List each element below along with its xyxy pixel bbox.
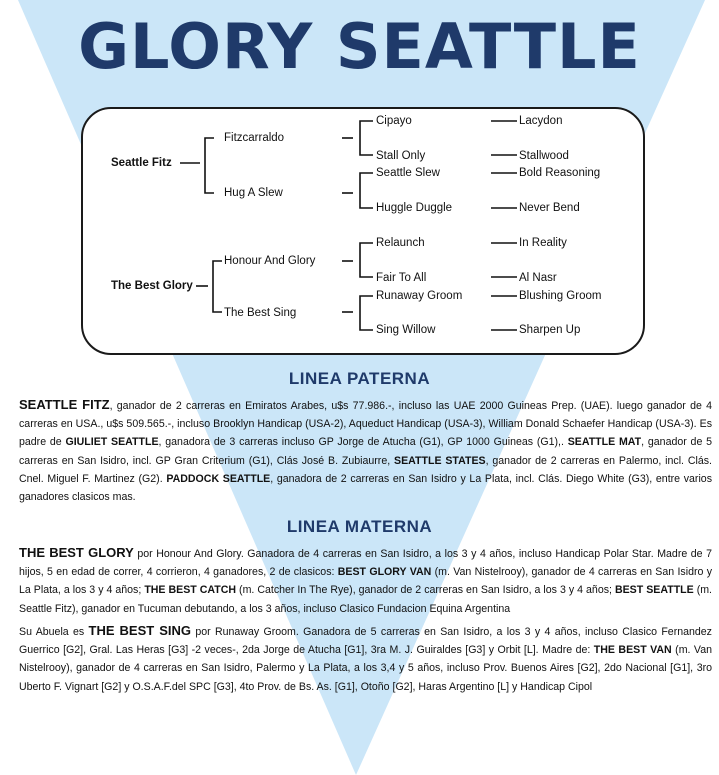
gen4-name: Never Bend	[519, 202, 580, 214]
gen3-name: Fair To All	[376, 272, 427, 284]
paragraph-text: , ganador de 2 carreras en Emiratos Arabes, u$s 77.986.-, incluso las UAE 2000 Guineas Prep. (UAE). luego ganador de 4 carreras en USA., u$s 509.565.-, incluso Brooklyn Handicap (USA-2), Aqueduct Handicap (USA-3), William Donald Schaefer Handicap (USA-3). Es padre de	[19, 400, 712, 449]
horse-name: SEATTLE MAT	[567, 436, 642, 449]
sire-name: Seattle Fitz	[111, 157, 172, 169]
linea-paterna-heading: LINEA PATERNA	[288, 369, 431, 388]
gen3-name: Stall Only	[376, 150, 426, 162]
paragraph-text: (m. Catcher In The Rye), ganador de 2 carreras en San Isidro, a los 3 y 4 años;	[236, 584, 615, 597]
gen3-name: Runaway Groom	[376, 290, 463, 302]
gen2-name: Honour And Glory	[224, 255, 316, 267]
gen4-name: Bold Reasoning	[519, 167, 601, 179]
gen3-name: Relaunch	[376, 237, 425, 249]
horse-name: GIULIET SEATTLE	[65, 436, 159, 449]
paragraph-text: , ganadora de 3 carreras incluso GP Jorge de Atucha (G1), GP 1000 Guineas (G1),.	[158, 436, 568, 449]
gen3-name: Sing Willow	[376, 324, 436, 336]
horse-name: PADDOCK SEATTLE	[166, 472, 271, 485]
horse-name: THE BEST GLORY	[19, 545, 134, 560]
gen4-name: Lacydon	[519, 115, 563, 127]
gen2-name: Fitzcarraldo	[224, 132, 285, 144]
materna-paragraph	[19, 544, 712, 618]
paragraph-text: (m. Van Nistelrooy), ganador de 4 carreras en San Isidro y La Plata, a los 3 y 4 años;	[19, 566, 712, 597]
gen4-name: In Reality	[519, 237, 567, 249]
paragraph-text: (m. Van Nistelrooy), ganador de 4 carreras en San Isidro, Palermo y La Plata, a los 3,4 y 5 años, incluso Prov. Buenos Aires [G2], 2do Nacional [G1], 3ro Uberto F. Vignart [G2] y O.S.A.F.del SPC [G3], 4to Prov. de Bs. As. [G1], Otoño [G2], Haras Argentino [L] y Handicap Cipol	[19, 644, 712, 693]
paragraph-text: por Runaway Groom. Ganadora de 5 carreras en San Isidro, a los 3 y 4 años, incluso Clasico Fernandez Guerrico [G2], Gral. Las Heras [G3] -2 veces-, 2da Jorge de Atucha [G1], 3ra M. J. Guiraldes [G3] y Orbit [L]. Madre de:	[19, 626, 712, 657]
gen4-name: Stallwood	[519, 150, 569, 162]
horse-name: BEST GLORY VAN	[337, 566, 432, 579]
paragraph-text: , ganador de 5 carreras en San Isidro, incl. GP Gran Criterium (G1), Clás José B. Zubiaurre,	[19, 436, 713, 467]
gen2-name: The Best Sing	[224, 307, 297, 319]
horse-name: SEATTLE FITZ	[19, 397, 110, 412]
abuela-paragraph	[19, 622, 712, 696]
paragraph-text: por Honour And Glory. Ganadora de 4 carreras en San Isidro, a los 3 y 4 años, incluso Handicap Polar Star. Madre de 7 hijos, 5 en edad de correr, 4 corrieron, 4 ganadores, 2 de clasicos:	[19, 548, 712, 579]
horse-name: SEATTLE STATES	[394, 454, 486, 467]
gen4-name: Blushing Groom	[519, 290, 602, 302]
paragraph-text: , ganador de 2 carreras en Palermo, incl. Clás. Cnel. Miguel F. Martinez (G2).	[19, 454, 713, 485]
page-title: GLORY SEATTLE	[78, 10, 641, 83]
gen3-name: Cipayo	[376, 115, 412, 127]
paragraph-text: , ganadora de 2 carreras en San Isidro y La Plata, incl. Clás. Diego White (G3), entre varios ganadores clasicos mas.	[19, 472, 712, 504]
linea-materna-heading: LINEA MATERNA	[286, 517, 433, 536]
gen4-name: Al Nasr	[519, 272, 557, 284]
gen4-name: Sharpen Up	[519, 324, 581, 336]
gen2-name: Hug A Slew	[224, 187, 283, 199]
paragraph-text: (m. Seattle Fitz), ganador en Tucuman debutando, a los 3 años, incluso Clasico Fundacion Equina Argentina	[19, 584, 712, 615]
pedigree-box	[81, 107, 645, 355]
horse-name: THE BEST CATCH	[144, 584, 237, 597]
horse-name: BEST SEATTLE	[614, 584, 694, 597]
paterna-paragraph	[19, 396, 712, 506]
gen3-name: Seattle Slew	[376, 167, 440, 179]
dam-name: The Best Glory	[111, 280, 193, 292]
paragraph-text: Su Abuela es	[19, 626, 89, 638]
gen3-name: Huggle Duggle	[376, 202, 453, 214]
horse-name: THE BEST SING	[88, 623, 191, 638]
horse-name: THE BEST VAN	[593, 644, 672, 657]
